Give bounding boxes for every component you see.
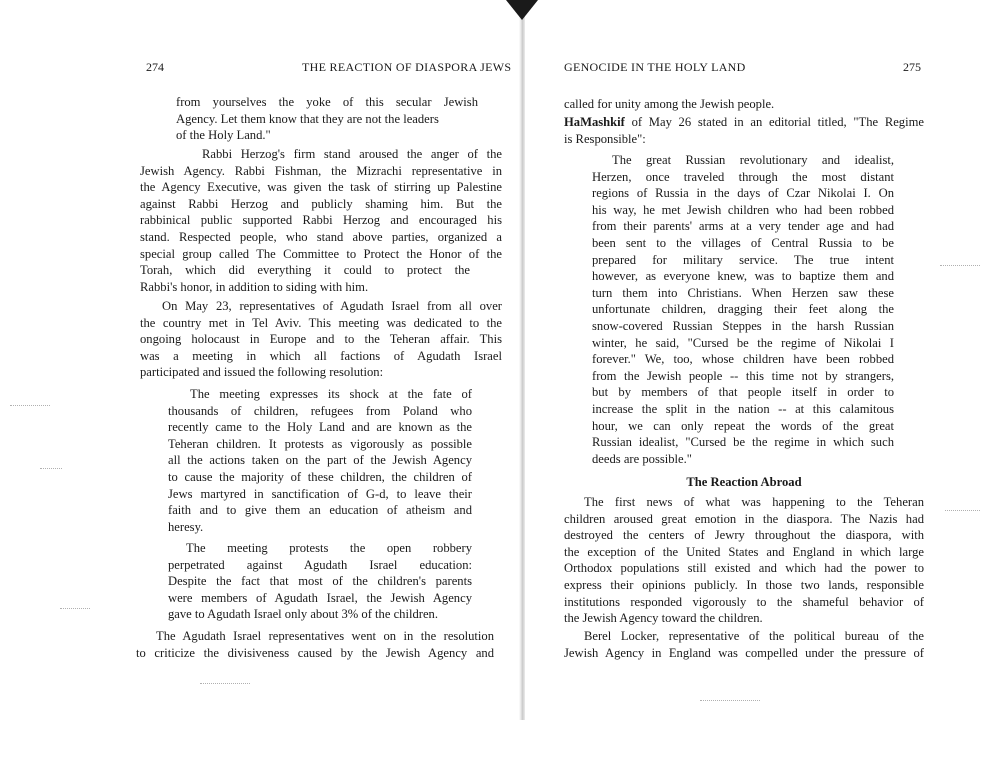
- text-line: Agency. Let them know that they are not the leaders: [176, 111, 439, 126]
- text-line: Rabbi's honor, in addition to siding with him.: [140, 279, 369, 294]
- text-line: prepared for military service. The true intent: [592, 252, 894, 267]
- text-line: The Agudath Israel representatives went on in the resolution: [156, 629, 494, 643]
- text-line: The meeting expresses its shock at the fate of: [190, 387, 472, 401]
- binding-mark: [506, 0, 538, 20]
- text-line: Torah, which did everything it could to protect the: [140, 263, 470, 278]
- resolution-block-1: [168, 386, 472, 535]
- may23-paragraph: [140, 298, 502, 381]
- quote-end-block: [176, 94, 478, 144]
- scan-speck: [700, 700, 760, 702]
- scan-speck: [940, 265, 980, 267]
- text-line: The meeting protests the open robbery: [186, 541, 472, 555]
- text-line: children aroused great emotion in the diaspora. The Nazis had: [564, 511, 924, 526]
- unity-line-block: [564, 96, 924, 113]
- scan-speck: [60, 608, 90, 610]
- text-line: were members of Agudath Israel, the Jewish Agency: [168, 590, 472, 605]
- text-line: forever." We, too, whose children have been robbed: [592, 352, 894, 367]
- text-line: stand. Respected people, who stand above parties, organized a: [140, 229, 502, 244]
- text-line: however, as everyone knew, was to baptize them and: [592, 269, 894, 284]
- text-line: been sent to the villages of Central Russia to be: [592, 235, 894, 250]
- text-line: The great Russian revolutionary and idealist,: [612, 153, 894, 167]
- text-line: The first news of what was happening to the Teheran: [584, 495, 924, 509]
- text-line: On May 23, representatives of Agudath Israel from all over: [162, 299, 502, 313]
- newspaper-name: HaMashkif: [564, 115, 625, 129]
- text-line: Despite the fact that most of the children's parents: [168, 574, 472, 589]
- text-line: the exception of the United States and England in which large: [564, 544, 924, 559]
- text-line: from the Jewish people -- this time not by strangers,: [592, 368, 894, 383]
- text-line: against Rabbi Herzog and publicly shaming him. But the: [140, 196, 502, 211]
- text-line: regions of Russia in the days of Czar Nikolai I. On: [592, 186, 894, 201]
- text-line: to criticize the divisiveness caused by the Jewish Agency and: [136, 645, 494, 660]
- left-running-head: THE REACTION OF DIASPORA JEWS: [302, 60, 512, 74]
- first-news-paragraph: [564, 494, 924, 627]
- text-line: Jews martyred in sanctification of G-d, to leave their: [168, 486, 472, 501]
- text-line: special group called The Committee to Protect the Honor of the: [140, 246, 502, 261]
- resolution-block-2: [168, 540, 472, 623]
- text-line: the country met in Tel Aviv. This meeting was dedicated to the: [140, 315, 502, 330]
- text-line: deeds are possible.": [592, 451, 692, 466]
- right-running-head: GENOCIDE IN THE HOLY LAND: [564, 60, 746, 74]
- text-line: turn them into Christians. When Herzen saw these: [592, 285, 894, 300]
- herzog-paragraph: [140, 146, 502, 295]
- text-line: hour, we can only repeat the words of the great: [592, 418, 894, 433]
- text-line: Rabbi Herzog's firm stand aroused the anger of the: [202, 147, 502, 161]
- text-line: express their opinions publicly. In those two lands, responsible: [564, 577, 924, 592]
- book-gutter: [519, 0, 525, 720]
- text-line: Russian idealist, "Cursed be the regime in which such: [592, 435, 894, 450]
- text-line: of the Holy Land.": [176, 128, 271, 143]
- text-line: from their parents' arms at a very tender age and had: [592, 219, 894, 234]
- text-line: rabbinical public supported Rabbi Herzog and encouraged his: [140, 213, 502, 228]
- text-line: [564, 114, 924, 131]
- text-line: ongoing holocaust in Europe and to the Teheran affair. This: [140, 332, 502, 347]
- hamashkif-intro: [564, 114, 924, 147]
- scan-speck: [945, 510, 980, 512]
- right-page-number: 275: [903, 60, 921, 74]
- text-line: faith and to give them an education of atheism and: [168, 503, 472, 518]
- text-line: thousands of children, refugees from Poland who: [168, 403, 472, 418]
- text-line: from yourselves the yoke of this secular Jewish: [176, 95, 478, 109]
- text-line: Herzen, once traveled through the most distant: [592, 169, 894, 184]
- text-line: was a meeting in which all factions of Agudath Israel: [140, 348, 502, 363]
- text-line: Jewish Agency in England was compelled under the pressure of: [564, 645, 924, 660]
- closing-paragraph: [136, 628, 494, 661]
- text-line: destroyed the centers of Jewry throughout the diaspora, with: [564, 528, 924, 543]
- text-line: heresy.: [168, 519, 204, 534]
- text-line: unfortunate children, dragging their feet along the: [592, 302, 894, 317]
- scan-speck: [200, 683, 250, 685]
- text-line: but by members of that people itself in order to: [592, 385, 894, 400]
- text-line: increase the split in the nation -- at this calamitous: [592, 401, 894, 416]
- text-line: Orthodox populations still existed and which had the power to: [564, 561, 924, 576]
- text-line: institutions responded vigorously to the shameful behavior of: [564, 594, 924, 609]
- text-fragment: of May 26 stated in an editorial titled, "The Regime: [624, 115, 924, 129]
- text-line: Berel Locker, representative of the political bureau of the: [584, 629, 924, 643]
- scan-speck: [40, 468, 62, 470]
- text-line: recently came to the Holy Land and are known as the: [168, 420, 472, 435]
- text-line: his way, he met Jewish children who had been robbed: [592, 202, 894, 217]
- text-line: all the actions taken on the part of the Jewish Agency: [168, 453, 472, 468]
- text-line: called for unity among the Jewish people.: [564, 97, 775, 111]
- text-line: Teheran children. It protests as vigorously as possible: [168, 436, 472, 451]
- left-page-number: 274: [146, 60, 164, 74]
- text-line: Jewish Agency. Rabbi Fishman, the Mizrachi representative in: [140, 163, 502, 178]
- text-line: gave to Agudath Israel only about 3% of the children.: [168, 607, 438, 622]
- text-line: to cause the majority of these children, the children of: [168, 469, 472, 484]
- text-line: the Agency Executive, was given the task of stirring up Palestine: [140, 180, 502, 195]
- text-line: participated and issued the following resolution:: [140, 365, 384, 380]
- text-line: is Responsible":: [564, 131, 646, 146]
- locker-paragraph: [564, 628, 924, 661]
- herzen-quote-block: [592, 152, 894, 467]
- scan-speck: [10, 405, 50, 407]
- text-line: the Jewish Agency toward the children.: [564, 611, 763, 626]
- text-line: snow-covered Russian Steppes in the harsh Russian: [592, 318, 894, 333]
- text-line: perpetrated against Agudath Israel education:: [168, 557, 472, 572]
- section-heading: The Reaction Abroad: [686, 475, 802, 489]
- text-line: winter, he said, "Cursed be the regime of Nikolai I: [592, 335, 894, 350]
